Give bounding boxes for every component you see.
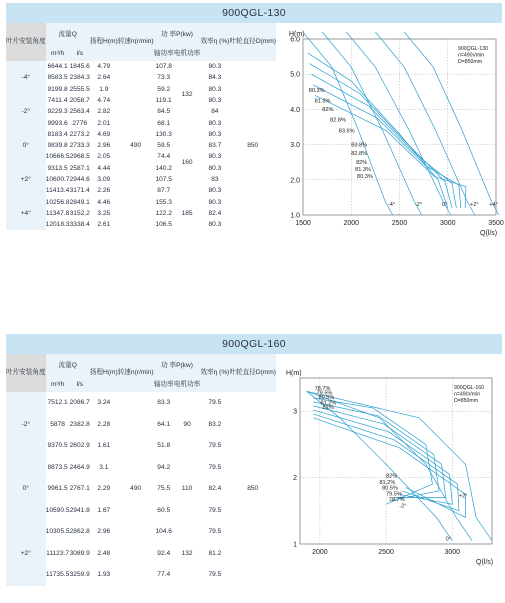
angle-label: +4° bbox=[489, 202, 498, 209]
efficiency-label: 79.5% bbox=[316, 390, 333, 397]
flow-m3h-cell: 10256.8 bbox=[45, 198, 70, 206]
efficiency-cell: 80.3 bbox=[208, 187, 222, 195]
flow-ls-cell: 3089.9 bbox=[69, 549, 90, 557]
efficiency-cell: 83 bbox=[211, 175, 219, 183]
flow-ls-cell: 2941.8 bbox=[69, 506, 90, 514]
header-speed: 转速n(r/min) bbox=[118, 354, 154, 392]
header-angle: 叶片安装角度 bbox=[6, 23, 46, 61]
head-cell: 3.25 bbox=[97, 209, 111, 217]
efficiency-label: 82% bbox=[322, 405, 334, 412]
flow-ls-cell: 2273.2 bbox=[69, 130, 90, 138]
header-speed: 转速n(r/min) bbox=[118, 23, 154, 61]
efficiency-cell: 84.3 bbox=[208, 74, 222, 82]
angle-label: -2° bbox=[414, 202, 423, 209]
x-tick-label: 2000 bbox=[343, 220, 360, 227]
flow-m3h-cell: 9313.5 bbox=[47, 164, 68, 172]
header-flow-ls: l/s bbox=[70, 378, 90, 392]
legend-line: n=490r/min bbox=[454, 391, 481, 398]
flow-m3h-cell: 5878 bbox=[50, 420, 65, 428]
y-axis-label: H(m) bbox=[286, 370, 302, 377]
flow-m3h-cell: 11123.7 bbox=[46, 549, 69, 557]
head-cell: 4.69 bbox=[97, 130, 111, 138]
head-cell: 4.44 bbox=[97, 164, 111, 172]
flow-m3h-cell: 9993.6 bbox=[47, 119, 68, 127]
efficiency-label: 82% bbox=[356, 159, 368, 166]
header-flow-ls: l/s bbox=[70, 47, 90, 61]
efficiency-label: 83.6% bbox=[338, 128, 355, 135]
flow-m3h-cell: 9839.8 bbox=[47, 142, 68, 150]
flow-m3h-cell: 10590.5 bbox=[45, 506, 70, 514]
shaft-power-cell: 74.4 bbox=[157, 153, 171, 161]
header-impeller-dia: 叶轮直径D(mm) bbox=[229, 23, 276, 61]
efficiency-label: 83.8% bbox=[351, 142, 368, 149]
table-row bbox=[6, 392, 276, 414]
head-cell: 2.61 bbox=[97, 221, 111, 229]
flow-ls-cell: 3152.2 bbox=[69, 209, 90, 217]
shaft-power-cell: 122.2 bbox=[155, 209, 172, 217]
header-flow-m3h: m³/h bbox=[46, 47, 70, 61]
angle-label: +2° bbox=[458, 493, 468, 500]
y-tick-label: 1.0 bbox=[290, 212, 300, 220]
angle-cell: +2° bbox=[6, 521, 46, 586]
performance-chart bbox=[278, 25, 502, 235]
efficiency-label: 82.8% bbox=[351, 151, 368, 158]
head-cell: 2.96 bbox=[97, 142, 111, 150]
section-title-banner bbox=[6, 3, 502, 23]
head-cell: 2.96 bbox=[97, 528, 111, 536]
header-head: 扬程H(m) bbox=[90, 354, 118, 392]
angle-cell: +4° bbox=[6, 197, 46, 231]
y-axis-label: H(m) bbox=[289, 31, 305, 38]
flow-ls-cell: 2384.3 bbox=[69, 74, 90, 82]
shaft-power-cell: 104.6 bbox=[155, 528, 172, 536]
efficiency-cell: 79.5 bbox=[208, 442, 222, 450]
impeller-dia-cell: 850 bbox=[247, 485, 259, 493]
efficiency-cell: 82.4 bbox=[208, 209, 222, 217]
flow-ls-cell: 2862.8 bbox=[69, 528, 90, 536]
efficiency-label: 81.2% bbox=[379, 480, 396, 487]
spec-table bbox=[6, 23, 276, 230]
efficiency-cell: 79.5 bbox=[208, 506, 222, 514]
efficiency-label: 82% bbox=[386, 473, 398, 480]
shaft-power-cell: 51.8 bbox=[157, 442, 171, 450]
efficiency-label: 81.3% bbox=[314, 98, 331, 105]
motor-power-cell: 185 bbox=[181, 209, 193, 217]
flow-ls-cell: 2968.5 bbox=[69, 153, 90, 161]
efficiency-label: 80.3% bbox=[308, 87, 325, 94]
shaft-power-cell: 68.1 bbox=[157, 119, 171, 127]
section-900qgl-160 bbox=[6, 334, 502, 602]
flow-ls-cell: 2058.7 bbox=[69, 96, 90, 104]
speed-cell: 490 bbox=[130, 485, 142, 493]
angle-label: 0° bbox=[445, 536, 452, 543]
x-tick-label: 3000 bbox=[439, 220, 456, 227]
impeller-dia-cell: 850 bbox=[247, 142, 259, 150]
head-cell: 1.67 bbox=[97, 506, 111, 514]
header-efficiency: 效率η (%) bbox=[200, 354, 229, 392]
efficiency-cell: 79.5 bbox=[208, 399, 222, 407]
head-cell: 4.46 bbox=[97, 198, 111, 206]
shaft-power-cell: 130.3 bbox=[155, 130, 172, 138]
flow-ls-cell: 2382.8 bbox=[69, 420, 90, 428]
efficiency-label: 81.2% bbox=[320, 400, 337, 407]
head-cell: 1.93 bbox=[97, 571, 111, 579]
header-shaft-power: 轴功率 bbox=[154, 47, 174, 61]
header-shaft-power: 轴功率 bbox=[154, 378, 174, 392]
head-cell: 2.82 bbox=[97, 108, 111, 116]
motor-power-cell: 132 bbox=[181, 549, 193, 557]
angle-cell: -4° bbox=[6, 61, 46, 95]
efficiency-label: 78.7% bbox=[314, 385, 331, 392]
flow-ls-cell: 2563.4 bbox=[69, 108, 90, 116]
efficiency-label: 82.8% bbox=[330, 117, 346, 124]
flow-m3h-cell: 11735.5 bbox=[45, 571, 70, 579]
x-tick-label: 2500 bbox=[391, 220, 408, 227]
head-cell: 2.26 bbox=[97, 187, 111, 195]
flow-ls-cell: 2944.6 bbox=[69, 175, 90, 183]
head-cell: 3.1 bbox=[99, 463, 109, 471]
header-motor-power: 电机功率 bbox=[174, 378, 201, 392]
efficiency-cell: 79.5 bbox=[208, 571, 222, 579]
angle-label: +2° bbox=[469, 202, 479, 209]
efficiency-cell: 80.3 bbox=[208, 96, 222, 104]
flow-ls-cell: 2464.9 bbox=[69, 463, 90, 471]
angle-cell: 0° bbox=[6, 129, 46, 163]
shaft-power-cell: 107.5 bbox=[155, 175, 172, 183]
efficiency-cell: 80.3 bbox=[208, 119, 222, 127]
section-title: 900QGL-160 bbox=[222, 338, 286, 350]
head-cell: 1.61 bbox=[97, 442, 111, 450]
header-flow-m3h: m³/h bbox=[46, 378, 70, 392]
header-motor-power: 电机功率 bbox=[174, 47, 201, 61]
flow-ls-cell: 1845.6 bbox=[69, 63, 90, 71]
efficiency-cell: 82.4 bbox=[208, 485, 222, 493]
flow-m3h-cell: 8583.5 bbox=[47, 74, 68, 82]
legend-line: D=850mm bbox=[458, 59, 483, 65]
motor-power-cell: 132 bbox=[181, 91, 193, 99]
flow-m3h-cell: 10305.5 bbox=[45, 528, 70, 536]
shaft-power-cell: 84.5 bbox=[157, 108, 171, 116]
flow-m3h-cell: 9370.5 bbox=[47, 442, 68, 450]
flow-ls-cell: 2776 bbox=[72, 119, 88, 127]
shaft-power-cell: 140.2 bbox=[155, 164, 172, 172]
motor-power-cell: 110 bbox=[181, 485, 193, 493]
efficiency-cell: 84 bbox=[211, 108, 219, 116]
efficiency-cell: 80.3 bbox=[208, 130, 222, 138]
head-cell: 2.29 bbox=[97, 485, 111, 493]
section-title-banner bbox=[6, 334, 502, 354]
efficiency-cell: 80.3 bbox=[208, 153, 222, 161]
angle-label: 0° bbox=[441, 202, 448, 209]
flow-ls-cell: 2555.5 bbox=[69, 85, 90, 93]
shaft-power-cell: 59.5 bbox=[157, 142, 171, 150]
efficiency-cell: 79.5 bbox=[208, 463, 222, 471]
head-cell: 4.79 bbox=[97, 63, 111, 71]
shaft-power-cell: 107.8 bbox=[155, 63, 172, 71]
shaft-power-cell: 83.3 bbox=[157, 399, 171, 407]
head-cell: 2.64 bbox=[97, 74, 111, 82]
flow-m3h-cell: 12018.3 bbox=[45, 221, 70, 229]
angle-cell: -2° bbox=[6, 95, 46, 129]
speed-cell: 490 bbox=[130, 142, 142, 150]
section-title: 900QGL-130 bbox=[222, 7, 286, 19]
shaft-power-cell: 94.2 bbox=[157, 463, 171, 471]
efficiency-label: 80.3% bbox=[357, 174, 373, 181]
efficiency-cell: 81.2 bbox=[208, 549, 222, 557]
flow-m3h-cell: 11413.4 bbox=[45, 187, 70, 195]
head-cell: 2.01 bbox=[97, 119, 111, 127]
flow-ls-cell: 3171.4 bbox=[69, 187, 90, 195]
efficiency-cell: 80.3 bbox=[208, 63, 222, 71]
flow-ls-cell: 3259.9 bbox=[69, 571, 90, 579]
flow-m3h-cell: 8183.4 bbox=[47, 130, 68, 138]
spec-table bbox=[6, 354, 276, 586]
motor-power-cell: 160 bbox=[181, 159, 193, 167]
efficiency-cell: 80.3 bbox=[208, 85, 222, 93]
efficiency-label: 78.7% bbox=[388, 496, 405, 503]
x-tick-label: 2000 bbox=[312, 549, 328, 556]
head-cell: 3.09 bbox=[97, 175, 111, 183]
y-tick-label: 1 bbox=[293, 541, 297, 549]
x-axis-label: Q(l/s) bbox=[476, 559, 494, 566]
shaft-power-cell: 75.5 bbox=[157, 485, 171, 493]
angle-label: -4° bbox=[387, 202, 396, 209]
flow-m3h-cell: 10600.7 bbox=[45, 175, 70, 183]
flow-m3h-cell: 6644.1 bbox=[47, 63, 68, 71]
efficiency-label: 80.5% bbox=[382, 485, 398, 492]
flow-m3h-cell: 9199.8 bbox=[47, 85, 68, 93]
efficiency-cell: 79.5 bbox=[208, 528, 222, 536]
flow-m3h-cell: 9229.3 bbox=[47, 108, 68, 116]
flow-ls-cell: 2602.9 bbox=[69, 442, 90, 450]
header-angle: 叶片安装角度 bbox=[6, 354, 46, 392]
flow-m3h-cell: 7411.4 bbox=[47, 96, 68, 104]
motor-power-cell: 90 bbox=[183, 420, 191, 428]
x-tick-label: 1500 bbox=[295, 220, 311, 227]
table-row bbox=[6, 61, 276, 72]
shaft-power-cell: 155.3 bbox=[155, 198, 172, 206]
efficiency-label: 82% bbox=[322, 107, 334, 114]
header-power: 功 率P(kw) bbox=[154, 23, 201, 47]
angle-cell: 0° bbox=[6, 457, 46, 522]
y-tick-label: 2 bbox=[293, 475, 297, 483]
flow-m3h-cell: 8873.5 bbox=[47, 463, 68, 471]
header-power: 功 率P(kw) bbox=[154, 354, 201, 378]
legend-line: n=490r/min bbox=[458, 52, 485, 59]
x-axis-label: Q(l/s) bbox=[480, 230, 498, 237]
shaft-power-cell: 77.4 bbox=[157, 571, 171, 579]
flow-m3h-cell: 7512.1 bbox=[47, 399, 68, 407]
header-flow: 流量Q bbox=[46, 23, 90, 47]
flow-ls-cell: 3338.4 bbox=[69, 221, 90, 229]
header-head: 扬程H(m) bbox=[90, 23, 118, 61]
y-tick-label: 3 bbox=[293, 408, 297, 416]
shaft-power-cell: 64.1 bbox=[157, 420, 171, 428]
flow-ls-cell: 2767.1 bbox=[69, 485, 90, 493]
head-cell: 4.74 bbox=[97, 96, 111, 104]
angle-cell: -2° bbox=[6, 392, 46, 457]
flow-m3h-cell: 11347.8 bbox=[45, 209, 70, 217]
flow-ls-cell: 2587.1 bbox=[69, 164, 90, 172]
shaft-power-cell: 106.5 bbox=[155, 221, 172, 229]
shaft-power-cell: 73.3 bbox=[157, 74, 171, 82]
header-impeller-dia: 叶轮直径D(mm) bbox=[229, 354, 276, 392]
angle-label: -2° bbox=[399, 503, 407, 510]
y-tick-label: 2.0 bbox=[290, 177, 300, 185]
flow-ls-cell: 2733.3 bbox=[69, 142, 90, 150]
section-900qgl-130 bbox=[6, 3, 502, 278]
head-cell: 2.28 bbox=[97, 420, 111, 428]
efficiency-cell: 83.7 bbox=[208, 142, 222, 150]
shaft-power-cell: 87.7 bbox=[157, 187, 171, 195]
head-cell: 3.24 bbox=[97, 399, 111, 407]
flow-ls-cell: 2849.1 bbox=[69, 198, 90, 206]
efficiency-label: 81.3% bbox=[355, 167, 371, 173]
efficiency-cell: 80.3 bbox=[208, 198, 222, 206]
header-efficiency: 效率η (%) bbox=[200, 23, 229, 61]
efficiency-cell: 80.3 bbox=[208, 164, 222, 172]
flow-m3h-cell: 10666.5 bbox=[45, 153, 70, 161]
header-flow: 流量Q bbox=[46, 354, 90, 378]
angle-cell: +2° bbox=[6, 163, 46, 197]
legend-line: D=850mm bbox=[454, 398, 479, 404]
x-tick-label: 2500 bbox=[378, 549, 394, 556]
x-tick-label: 3500 bbox=[488, 220, 504, 227]
head-cell: 2.05 bbox=[97, 153, 111, 161]
shaft-power-cell: 119.1 bbox=[155, 96, 172, 104]
efficiency-cell: 83.2 bbox=[208, 420, 222, 428]
y-tick-label: 4.0 bbox=[290, 106, 300, 114]
y-tick-label: 6.0 bbox=[290, 36, 300, 44]
x-tick-label: 3000 bbox=[444, 549, 461, 556]
legend-line: 900QGL-160 bbox=[454, 385, 484, 391]
flow-m3h-cell: 9961.5 bbox=[47, 485, 68, 493]
head-cell: 1.9 bbox=[99, 85, 109, 93]
shaft-power-cell: 59.2 bbox=[157, 85, 171, 93]
efficiency-cell: 80.3 bbox=[208, 221, 222, 229]
efficiency-label: 79.5% bbox=[386, 491, 402, 498]
flow-ls-cell: 2086.7 bbox=[69, 399, 90, 407]
shaft-power-cell: 92.4 bbox=[157, 549, 171, 557]
shaft-power-cell: 60.5 bbox=[157, 506, 171, 514]
y-tick-label: 5.0 bbox=[290, 71, 300, 79]
head-cell: 2.48 bbox=[97, 549, 111, 557]
performance-chart bbox=[278, 364, 502, 564]
efficiency-label: 80.5% bbox=[318, 395, 335, 402]
legend-line: 900QGL-130 bbox=[458, 46, 488, 52]
y-tick-label: 3.0 bbox=[290, 142, 300, 150]
